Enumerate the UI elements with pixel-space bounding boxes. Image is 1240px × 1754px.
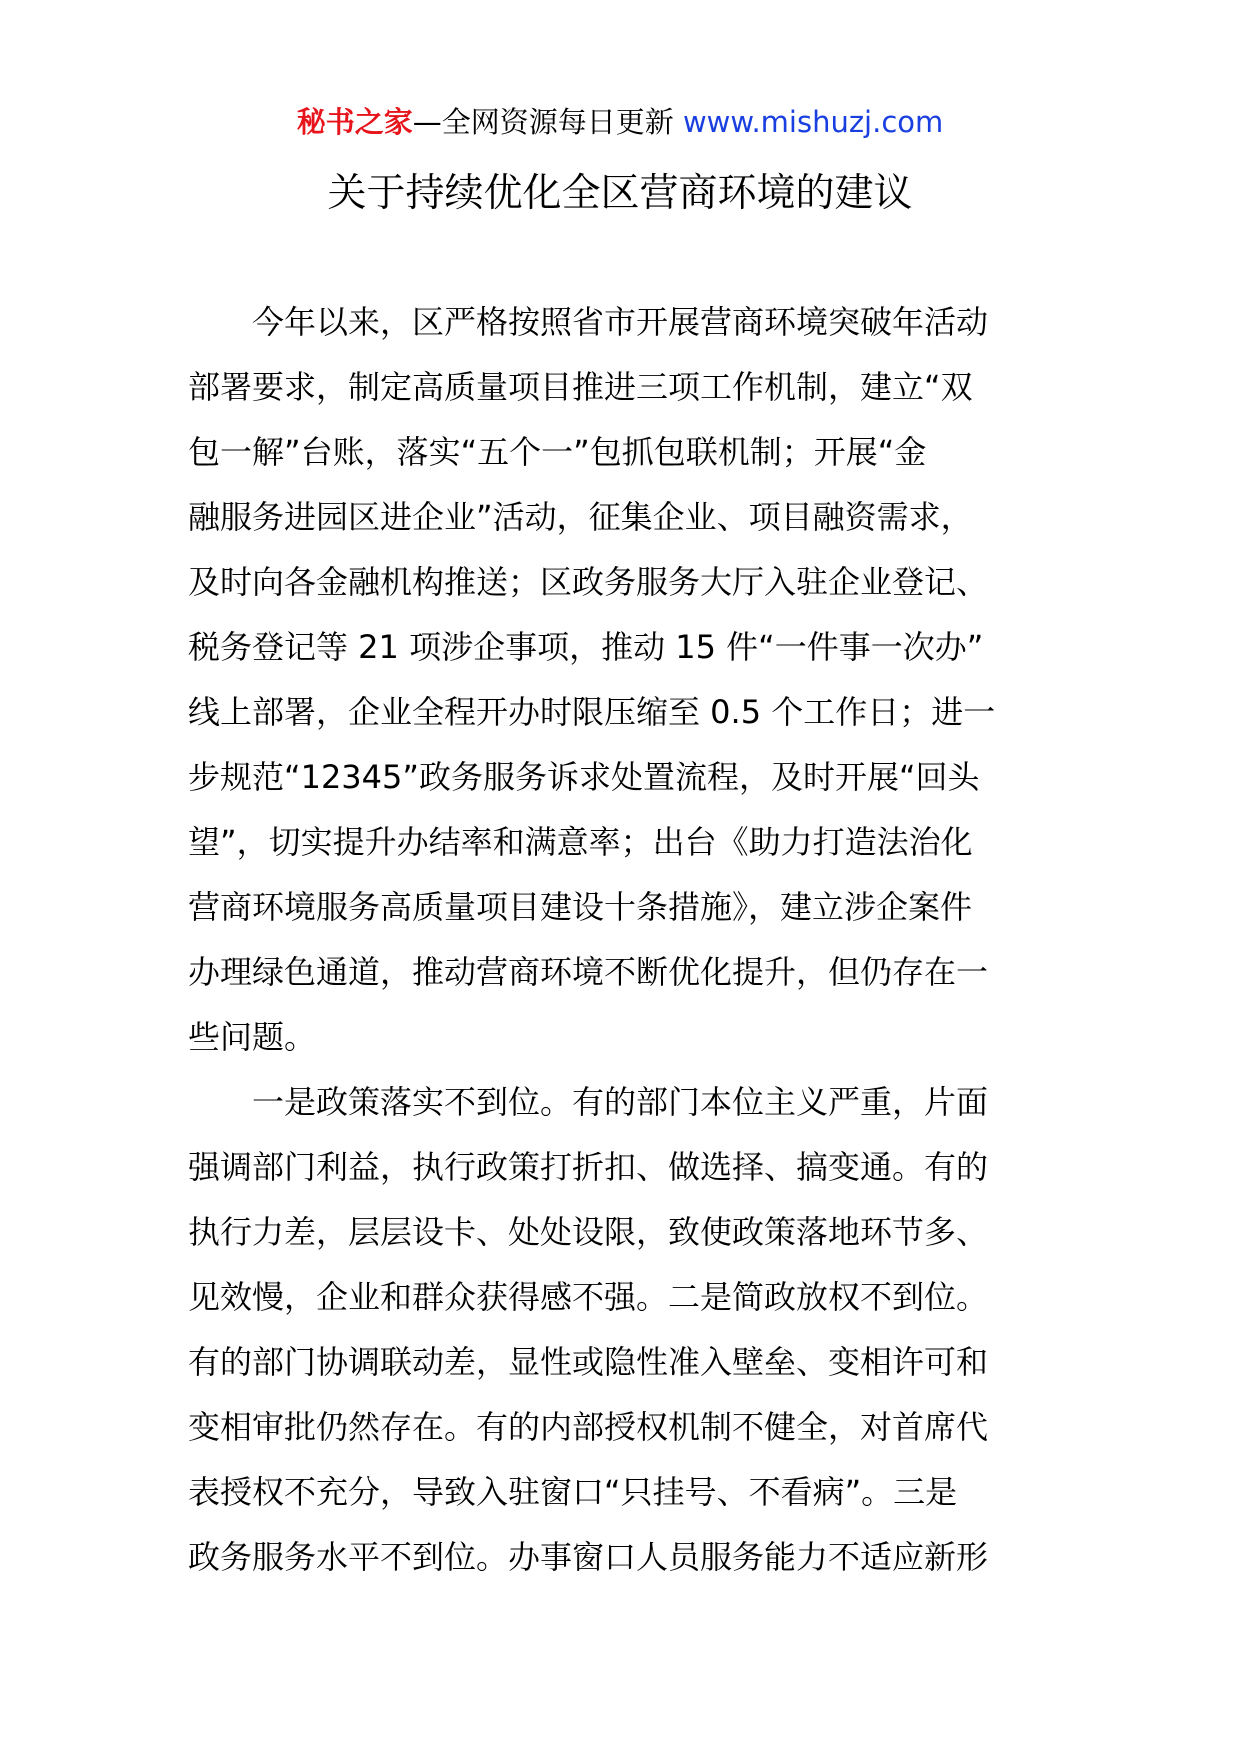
paragraph-line: 望”，切实提升办结率和满意率；出台《助力打造法治化 xyxy=(188,823,973,861)
paragraph-line: 政务服务水平不到位。办事窗口人员服务能力不适应新形 xyxy=(188,1538,989,1576)
paragraph-line: 线上部署，企业全程开办时限压缩至 0.5 个工作日；进一 xyxy=(188,693,996,731)
paragraph-line: 有的部门协调联动差，显性或隐性准入壁垒、变相许可和 xyxy=(188,1343,989,1381)
paragraph-line: 一是政策落实不到位。有的部门本位主义严重，片面 xyxy=(252,1083,989,1121)
paragraph-line: 些问题。 xyxy=(188,1018,317,1056)
site-url-link[interactable]: www.mishuzj.com xyxy=(682,105,944,139)
header-tagline: —全网资源每日更新 xyxy=(412,105,683,139)
paragraph-line: 及时向各金融机构推送；区政务服务大厅入驻企业登记、 xyxy=(188,563,989,601)
paragraph-line: 变相审批仍然存在。有的内部授权机制不健全，对首席代 xyxy=(188,1408,989,1446)
document-body xyxy=(188,290,1058,1590)
paragraph-line: 融服务进园区进企业”活动，征集企业、项目融资需求， xyxy=(188,498,973,536)
paragraph-line: 执行力差，层层设卡、处处设限，致使政策落地环节多、 xyxy=(188,1213,989,1251)
paragraph-line: 部署要求，制定高质量项目推进三项工作机制，建立“双 xyxy=(188,368,973,406)
site-header xyxy=(0,102,1240,142)
paragraph-line: 今年以来，区严格按照省市开展营商环境突破年活动 xyxy=(252,303,989,341)
paragraph-line: 表授权不充分，导致入驻窗口“只挂号、不看病”。三是 xyxy=(188,1473,958,1511)
paragraph-line: 营商环境服务高质量项目建设十条措施》，建立涉企案件 xyxy=(188,888,973,926)
paragraph-line: 强调部门利益，执行政策打折扣、做选择、搞变通。有的 xyxy=(188,1148,989,1186)
document-title: 关于持续优化全区营商环境的建议 xyxy=(327,171,913,216)
brand-name: 秘书之家 xyxy=(296,105,413,139)
paragraph-line: 步规范“12345”政务服务诉求处置流程，及时开展“回头 xyxy=(188,758,980,796)
paragraph-line: 包一解”台账，落实“五个一”包抓包联机制；开展“金 xyxy=(188,433,927,471)
paragraph-line: 办理绿色通道，推动营商环境不断优化提升，但仍存在一 xyxy=(188,953,989,991)
paragraph-line: 见效慢，企业和群众获得感不强。二是简政放权不到位。 xyxy=(188,1278,989,1316)
paragraph-line: 税务登记等 21 项涉企事项，推动 15 件“一件事一次办” xyxy=(188,628,984,666)
